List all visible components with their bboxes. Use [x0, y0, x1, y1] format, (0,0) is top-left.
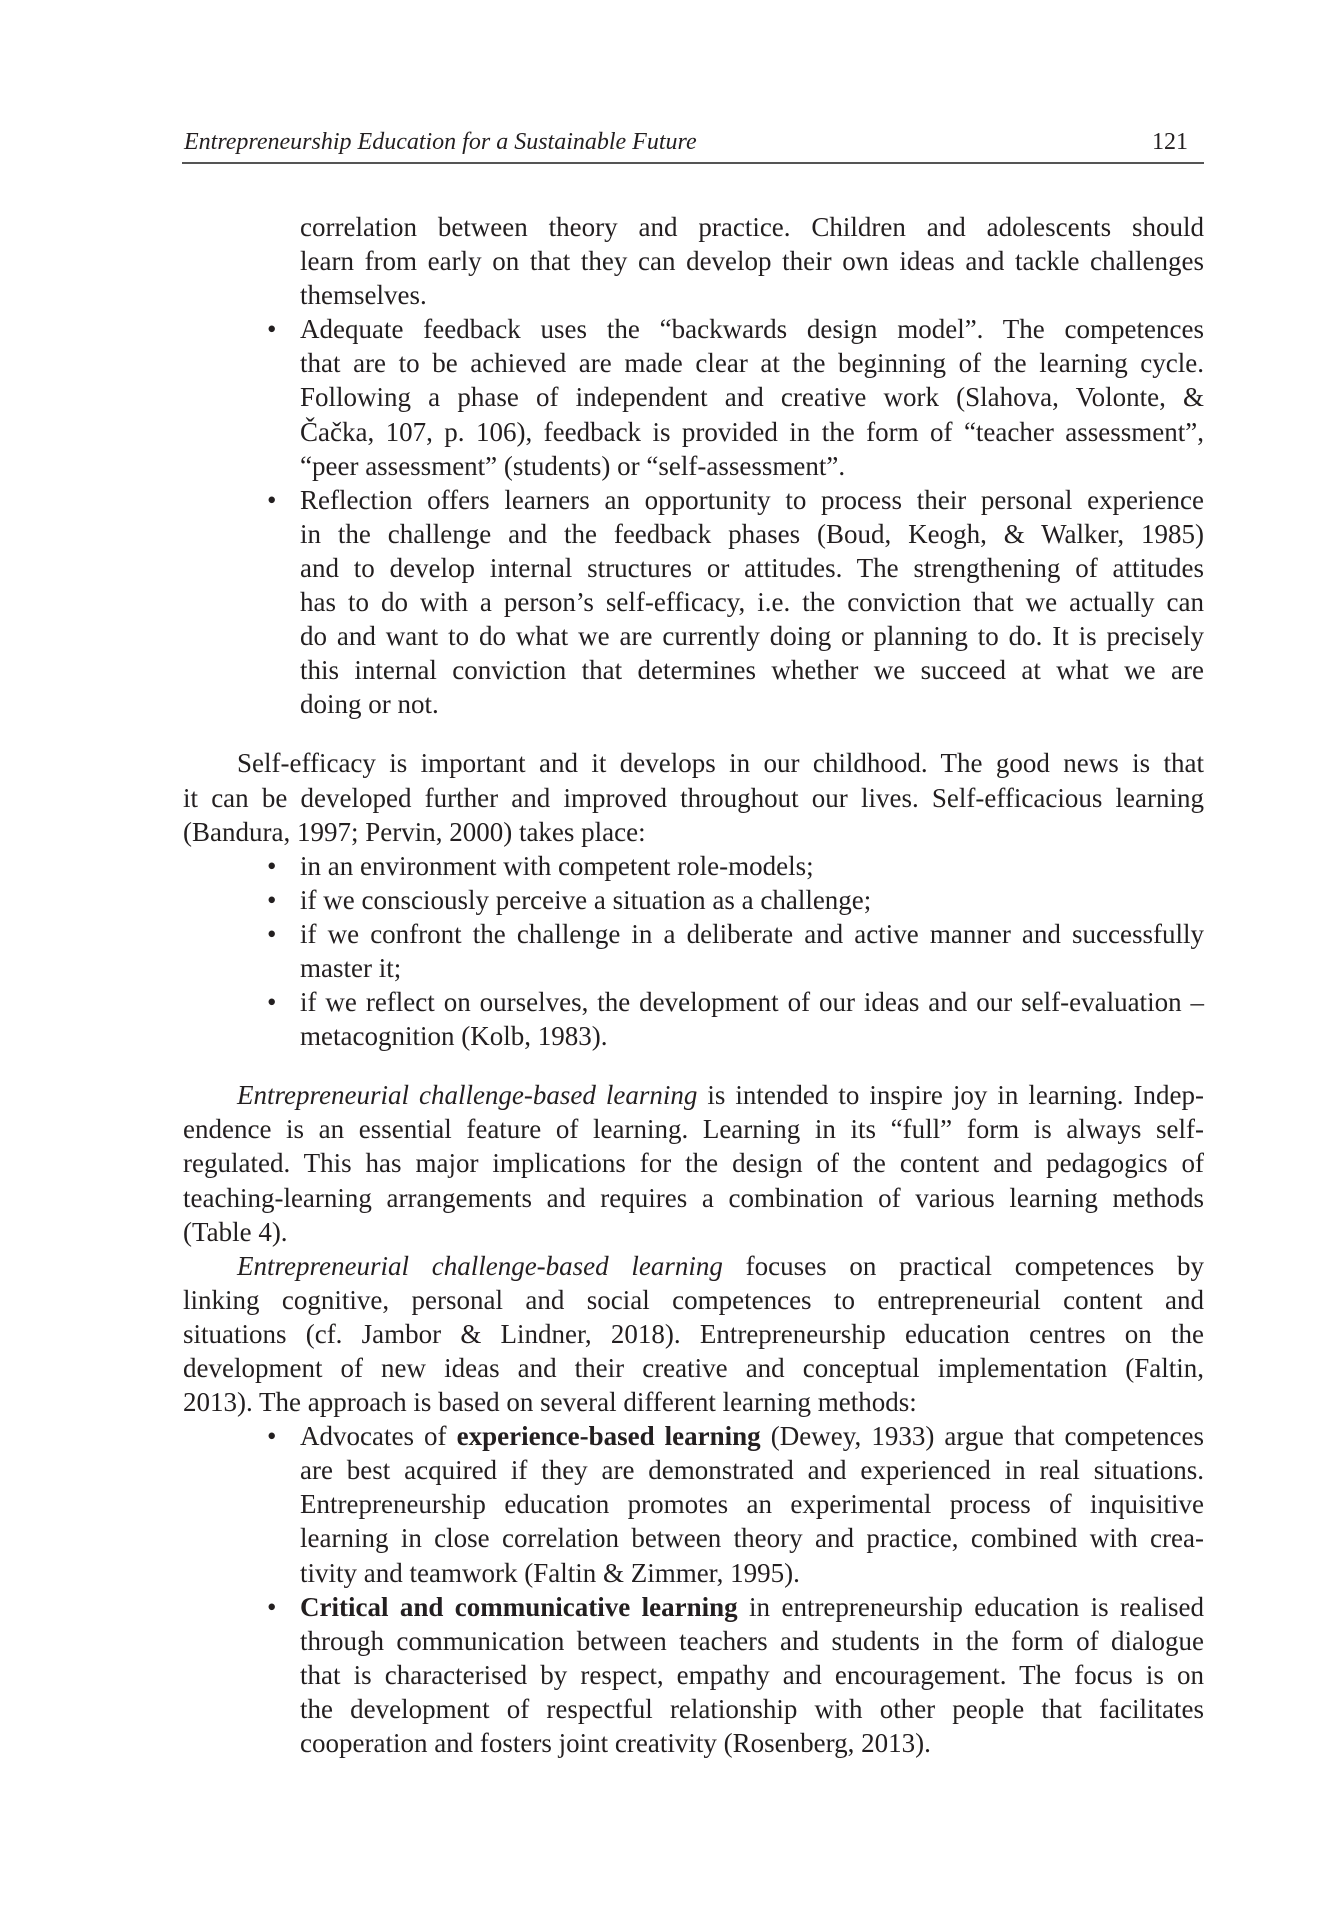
paragraph [183, 1249, 1204, 1419]
bullet-item [183, 985, 1204, 1053]
text-run: Entrepreneurship education promotes an experimental process of inquisitive [300, 1489, 1204, 1520]
text-line [183, 781, 1204, 815]
italic-term: Entrepreneurial challenge-based learning [237, 1080, 698, 1111]
text-run: (Bandura, 1997; Pervin, 2000) takes place: [183, 816, 646, 847]
bullet-item [183, 849, 1204, 883]
text-run: is intended to inspire joy in learning. Indep- [697, 1080, 1204, 1111]
text-line [183, 415, 1204, 449]
text-run: “peer assessment” (students) or “self-assessment”. [300, 450, 846, 481]
text-run: Self-efficacy is important and it develops in our childhood. The good news is that [237, 748, 1204, 779]
bullet-icon: • [267, 484, 277, 515]
text-run: has to do with a person’s self-efficacy, i.e. the conviction that we actually can [300, 587, 1204, 618]
text-line [183, 1487, 1204, 1521]
text-run: Čačka, 107, p. 106), feedback is provided in the form of “teacher assessment”, [300, 416, 1204, 447]
text-line [183, 1019, 1204, 1053]
running-title: Entrepreneurship Education for a Sustainable Future [184, 129, 697, 155]
bullet-icon: • [267, 850, 277, 881]
text-line [183, 883, 1204, 917]
bullet-icon: • [267, 884, 277, 915]
text-run: Advocates of [300, 1421, 457, 1452]
text-line [183, 1146, 1204, 1180]
text-line [183, 1453, 1204, 1487]
text-line [183, 1658, 1204, 1692]
bullet-icon: • [267, 314, 277, 345]
bullet-item [183, 1590, 1204, 1760]
text-line [183, 1419, 1204, 1453]
body-text [183, 210, 1204, 1760]
bullet-item [183, 917, 1204, 985]
bullet-icon: • [267, 918, 277, 949]
text-line [183, 1215, 1204, 1249]
text-run: master it; [300, 952, 402, 983]
text-line [183, 380, 1204, 414]
text-run: that are to be achieved are made clear at the beginning of the learning cycle. [300, 348, 1204, 379]
text-run: themselves. [300, 280, 427, 311]
italic-term: Entrepreneurial challenge-based learning [237, 1250, 723, 1281]
bullet-icon: • [267, 987, 277, 1018]
bullet-icon: • [267, 1591, 277, 1622]
page-number: 121 [1152, 129, 1188, 155]
text-line [183, 1181, 1204, 1215]
text-run: it can be developed further and improved throughout our lives. Self-efficacious learning [183, 782, 1204, 813]
text-line [183, 1249, 1204, 1283]
text-run: if we confront the challenge in a deliberate and active manner and successfully [300, 918, 1204, 949]
text-line [183, 1590, 1204, 1624]
text-line [183, 1726, 1204, 1760]
running-header [182, 126, 1204, 164]
text-run: if we consciously perceive a situation as a challenge; [300, 884, 872, 915]
text-run: situations (cf. Jambor & Lindner, 2018). Entrepreneurship education centres on the [183, 1318, 1204, 1349]
text-line [183, 483, 1204, 517]
bold-term: Critical and communicative learning [300, 1591, 738, 1622]
text-run: (Table 4). [183, 1216, 288, 1247]
text-line [183, 985, 1204, 1019]
text-line [183, 1078, 1204, 1112]
text-run: development of new ideas and their creative and conceptual implementation (Faltin, [183, 1353, 1204, 1383]
text-run: learning in close correlation between theory and practice, combined with crea- [300, 1523, 1204, 1554]
text-run: tivity and teamwork (Faltin & Zimmer, 1995). [300, 1557, 800, 1588]
bullet-item [183, 312, 1204, 482]
text-run: linking cognitive, personal and social competences to entrepreneurial content and [183, 1284, 1204, 1315]
text-line [183, 1283, 1204, 1317]
text-line [183, 551, 1204, 585]
text-line [183, 849, 1204, 883]
text-run: that is characterised by respect, empathy and encouragement. The focus is on [300, 1659, 1204, 1690]
text-run: regulated. This has major implications for the design of the content and pedagogics of [183, 1148, 1204, 1179]
text-line [183, 585, 1204, 619]
bullet-item [183, 1419, 1204, 1589]
text-line [183, 244, 1204, 278]
text-line [183, 1385, 1204, 1419]
paragraph [183, 746, 1204, 848]
text-line [183, 1521, 1204, 1555]
bullet-item [183, 210, 1204, 312]
bold-term: experience-based learning [456, 1421, 761, 1452]
text-line [183, 687, 1204, 721]
text-run: Adequate feedback uses the “backwards design model”. The competences [300, 314, 1204, 345]
text-line [183, 1112, 1204, 1146]
text-run: correlation between theory and practice. Children and adolescents should [300, 212, 1204, 242]
paragraph-gap [183, 721, 1204, 746]
text-line [183, 210, 1204, 244]
text-run: through communication between teachers and students in the form of dialogue [300, 1625, 1204, 1656]
text-line [183, 917, 1204, 951]
text-run: metacognition (Kolb, 1983). [300, 1021, 608, 1052]
text-line [183, 1692, 1204, 1726]
text-line [183, 653, 1204, 687]
text-run: learn from early on that they can develop their own ideas and tackle challenges [300, 246, 1204, 277]
text-run: cooperation and fosters joint creativity (Rosenberg, 2013). [300, 1728, 931, 1759]
paragraph-gap [183, 1053, 1204, 1078]
text-line [183, 346, 1204, 380]
text-run: Following a phase of independent and creative work (Slahova, Volonte, & [300, 382, 1204, 413]
text-run: Reflection offers learners an opportunity to process their personal experience [300, 484, 1204, 515]
text-run: endence is an essential feature of learning. Learning in its “full” form is always self- [183, 1114, 1204, 1145]
text-line [183, 619, 1204, 653]
text-line [183, 449, 1204, 483]
text-line [183, 1624, 1204, 1658]
text-line [183, 278, 1204, 312]
text-run: teaching-learning arrangements and requires a combination of various learning methods [183, 1182, 1204, 1213]
text-run: and to develop internal structures or attitudes. The strengthening of attitudes [300, 552, 1204, 583]
bullet-item [183, 483, 1204, 722]
text-run: in the challenge and the feedback phases (Boud, Keogh, & Walker, 1985) [300, 518, 1204, 549]
bullet-icon: • [267, 1421, 277, 1452]
text-line [183, 1317, 1204, 1351]
text-run: do and want to do what we are currently doing or planning to do. It is precisely [300, 621, 1204, 652]
text-line [183, 746, 1204, 780]
bullet-item [183, 883, 1204, 917]
paragraph [183, 1078, 1204, 1248]
text-run: are best acquired if they are demonstrated and experienced in real situations. [300, 1455, 1204, 1486]
text-run: focuses on practical competences by [722, 1250, 1204, 1281]
text-line [183, 1351, 1204, 1385]
text-run: this internal conviction that determines whether we succeed at what we are [300, 655, 1204, 686]
text-run: the development of respectful relationship with other people that facilitates [300, 1693, 1204, 1724]
text-run: doing or not. [300, 689, 439, 720]
text-line [183, 951, 1204, 985]
text-line [183, 517, 1204, 551]
text-run: in an environment with competent role-models; [300, 850, 814, 881]
text-line [183, 312, 1204, 346]
text-line [183, 815, 1204, 849]
text-run: (Dewey, 1933) argue that competences [760, 1421, 1204, 1452]
text-line [183, 1556, 1204, 1590]
text-run: 2013). The approach is based on several different learning methods: [183, 1387, 917, 1418]
text-run: in entrepreneurship education is realised [737, 1591, 1204, 1622]
text-run: if we reflect on ourselves, the development of our ideas and our self-evaluation – [300, 987, 1204, 1018]
